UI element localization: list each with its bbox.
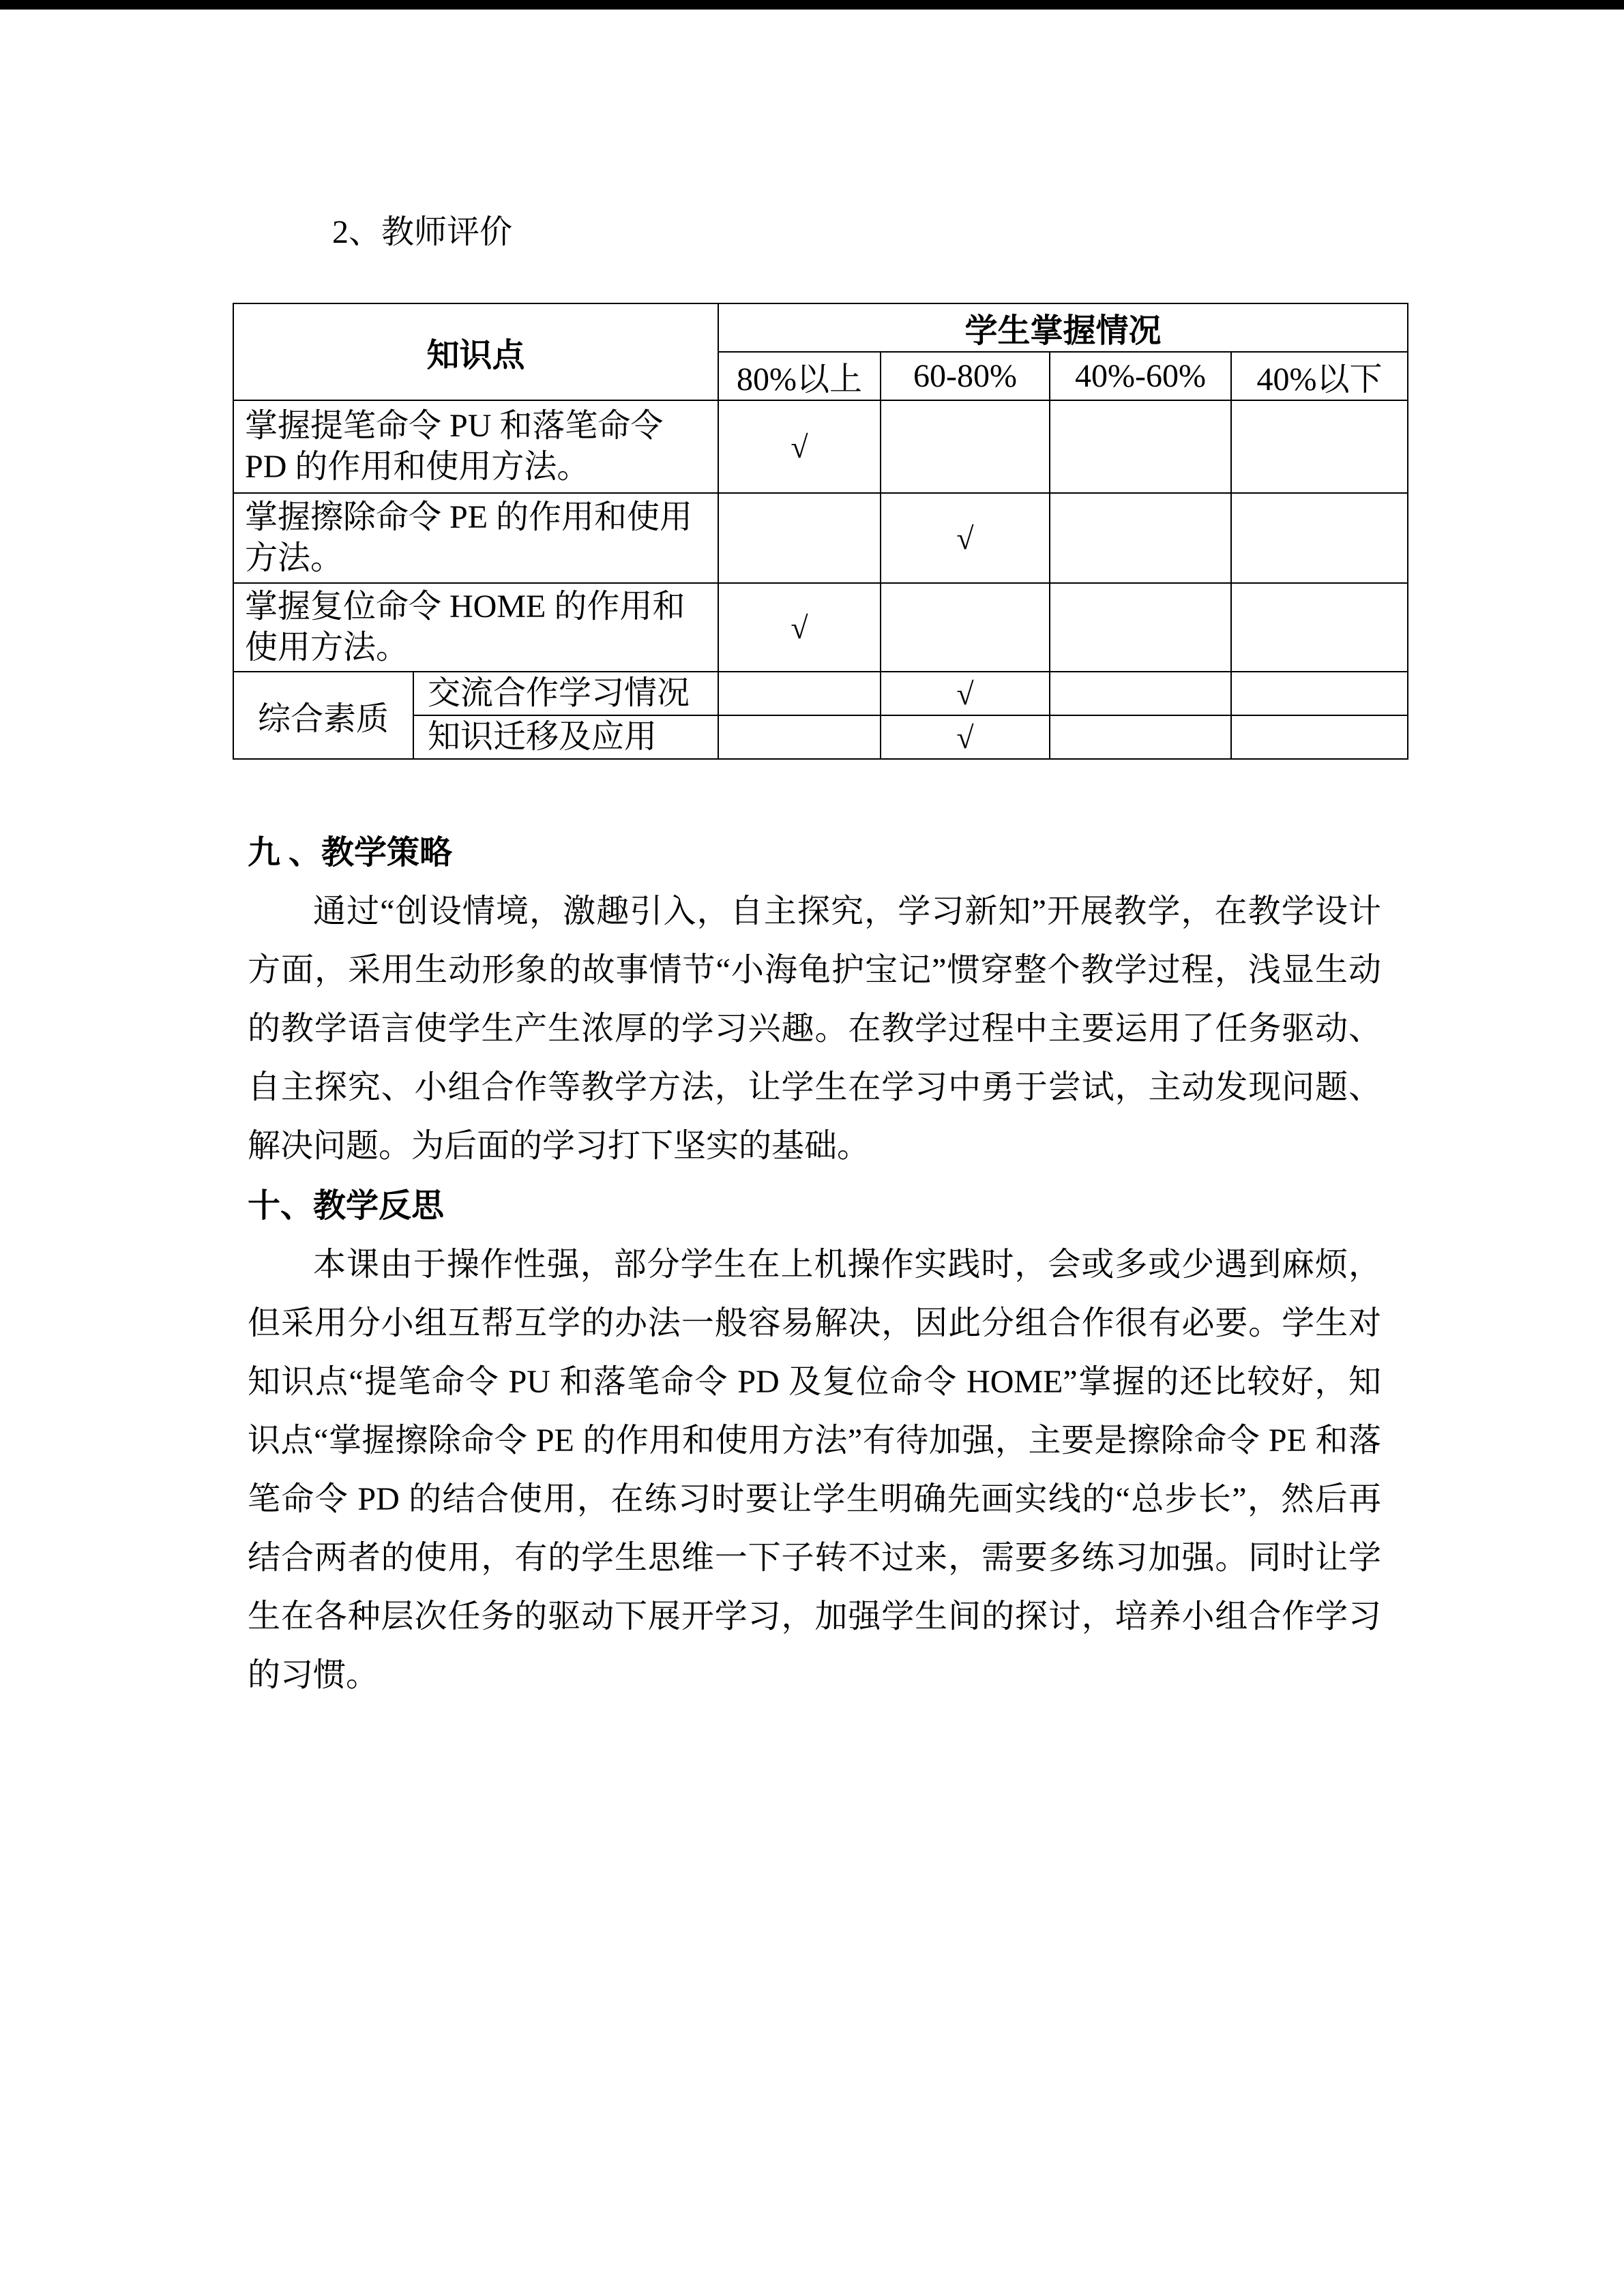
section-heading-teaching-strategy: 九 、教学策略	[248, 835, 453, 871]
mark-cell	[1050, 583, 1231, 672]
table-header-level-80plus: 80%以上	[718, 352, 881, 400]
table-row	[233, 672, 1408, 715]
group-row-label: 交流合作学习情况	[413, 672, 718, 715]
knowledge-row-label: 掌握擦除命令 PE 的作用和使用方法。	[233, 493, 718, 583]
mark-cell: √	[881, 493, 1050, 583]
table-header-mastery: 学生掌握情况	[718, 303, 1408, 352]
group-label-comprehensive-quality: 综合素质	[233, 672, 413, 759]
group-row-label: 知识迁移及应用	[413, 715, 718, 759]
table-header-level-below40: 40%以下	[1231, 352, 1408, 400]
table-header-level-40-60: 40%-60%	[1050, 352, 1231, 400]
mark-cell: √	[881, 672, 1050, 715]
mark-cell	[1050, 400, 1231, 493]
mark-cell: √	[718, 583, 881, 672]
mark-cell	[718, 493, 881, 583]
knowledge-row-label: 掌握提笔命令 PU 和落笔命令 PD 的作用和使用方法。	[233, 400, 718, 493]
knowledge-row-label: 掌握复位命令 HOME 的作用和使用方法。	[233, 583, 718, 672]
mark-cell: √	[881, 715, 1050, 759]
table-row	[233, 493, 1408, 583]
mark-cell	[718, 715, 881, 759]
mark-cell	[1231, 672, 1408, 715]
mark-cell	[1231, 583, 1408, 672]
teaching-reflection-paragraph: 本课由于操作性强，部分学生在上机操作实践时，会或多或少遇到麻烦，但采用分小组互帮互学的办法一般容易解决，因此分组合作很有必要。学生对知识点“提笔命令 PU 和落笔命令 PD 及复位命令 HOME”掌握的还比较好，知识点“掌握擦除命令 PE 的作用和使用方法”有待加强，主要是擦除命令 PE 和落笔命令 PD 的结合使用，在练习时要让学生明确先画实线的“总步长”，然后再结合两者的使用，有的学生思维一下子转不过来，需要多练习加强。同时让学生在各种层次任务的驱动下展开学习，加强学生间的探讨，培养小组合作学习的习惯。	[248, 1247, 1381, 1693]
mark-cell	[881, 583, 1050, 672]
document-page	[233, 0, 1407, 1705]
table-row	[233, 583, 1408, 672]
section-heading-teaching-reflection: 十、教学反思	[248, 1188, 445, 1224]
table-header-level-60-80: 60-80%	[881, 352, 1050, 400]
mark-cell	[1231, 400, 1408, 493]
table-row	[233, 400, 1408, 493]
mark-cell	[1231, 715, 1408, 759]
mark-cell: √	[718, 400, 881, 493]
table-header-knowledge-point: 知识点	[233, 303, 718, 400]
mark-cell	[881, 400, 1050, 493]
teaching-strategy-paragraph: 通过“创设情境，激趣引入，自主探究，学习新知”开展教学，在教学设计方面，采用生动形象的故事情节“小海龟护宝记”惯穿整个教学过程，浅显生动的教学语言使学生产生浓厚的学习兴趣。在教学过程中主要运用了任务驱动、自主探究、小组合作等教学方法，让学生在学习中勇于尝试，主动发现问题、解决问题。为后面的学习打下坚实的基础。	[248, 893, 1381, 1164]
mark-cell	[718, 672, 881, 715]
mark-cell	[1050, 672, 1231, 715]
teacher-evaluation-heading: 2、教师评价	[332, 214, 513, 250]
mark-cell	[1231, 493, 1408, 583]
evaluation-table	[233, 303, 1408, 760]
mark-cell	[1050, 493, 1231, 583]
mark-cell	[1050, 715, 1231, 759]
